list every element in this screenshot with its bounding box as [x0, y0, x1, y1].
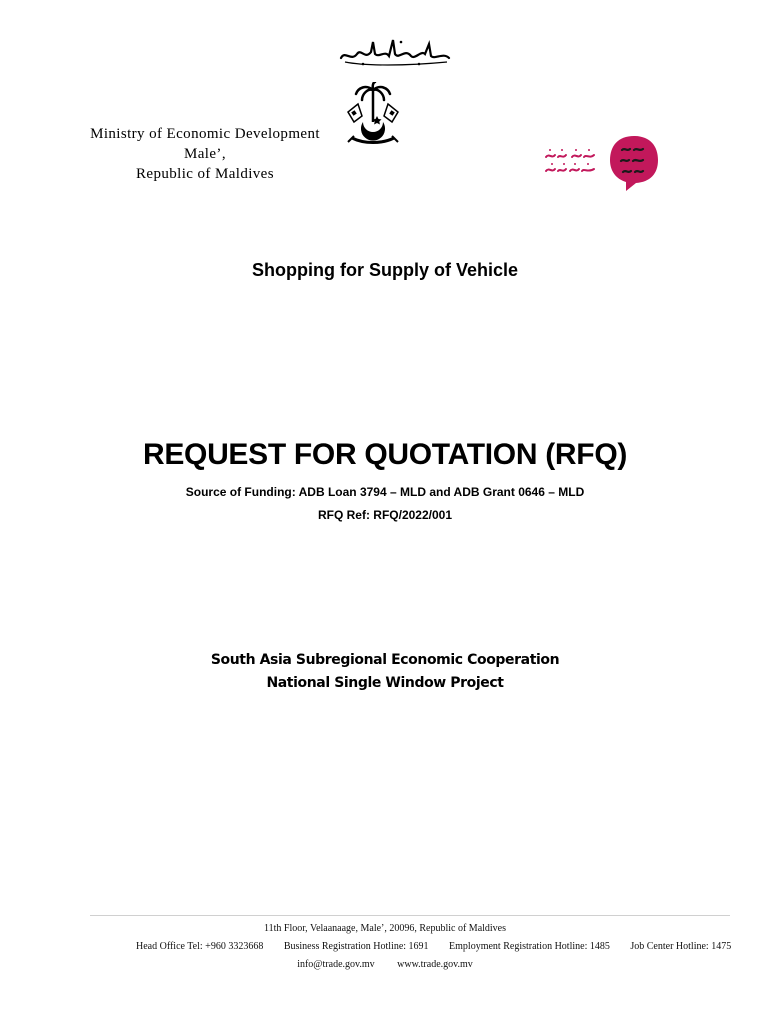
procurement-subtitle: Shopping for Supply of Vehicle	[251, 260, 518, 280]
rfq-reference: RFQ Ref: RFQ/2022/001	[317, 508, 453, 522]
footer-divider	[90, 915, 730, 916]
footer-address: 11th Floor, Velaanaage, Male’, 20096, Republic of Maldives	[263, 923, 507, 934]
business-hotline: Business Registration Hotline: 1691	[283, 941, 429, 952]
project-name-line2: National Single Window Project	[266, 675, 504, 691]
national-emblem-icon	[344, 82, 402, 148]
ministry-address-block	[80, 124, 330, 184]
employment-hotline: Employment Registration Hotline: 1485	[449, 941, 610, 952]
head-office-phone: Head Office Tel: +960 3323668	[136, 941, 264, 952]
ministry-name: Ministry of Economic Development	[90, 126, 320, 142]
footer-website: www.trade.gov.mv	[397, 959, 473, 970]
ministry-thaana-wordmark	[542, 145, 598, 179]
ministry-city: Male’,	[184, 146, 226, 162]
footer-contacts	[136, 941, 732, 952]
job-center-hotline: Job Center Hotline: 1475	[630, 941, 732, 952]
funding-source: Source of Funding: ADB Loan 3794 – MLD and ADB Grant 0646 – MLD	[185, 485, 585, 499]
bismillah-calligraphy	[335, 36, 455, 68]
footer-web	[0, 959, 770, 970]
ministry-country: Republic of Maldives	[136, 166, 274, 182]
page-title: REQUEST FOR QUOTATION (RFQ)	[142, 438, 628, 471]
ministry-speech-logo-icon	[608, 134, 660, 192]
footer-email: info@trade.gov.mv	[297, 959, 375, 970]
project-name-line1: South Asia Subregional Economic Cooperation	[210, 652, 560, 668]
